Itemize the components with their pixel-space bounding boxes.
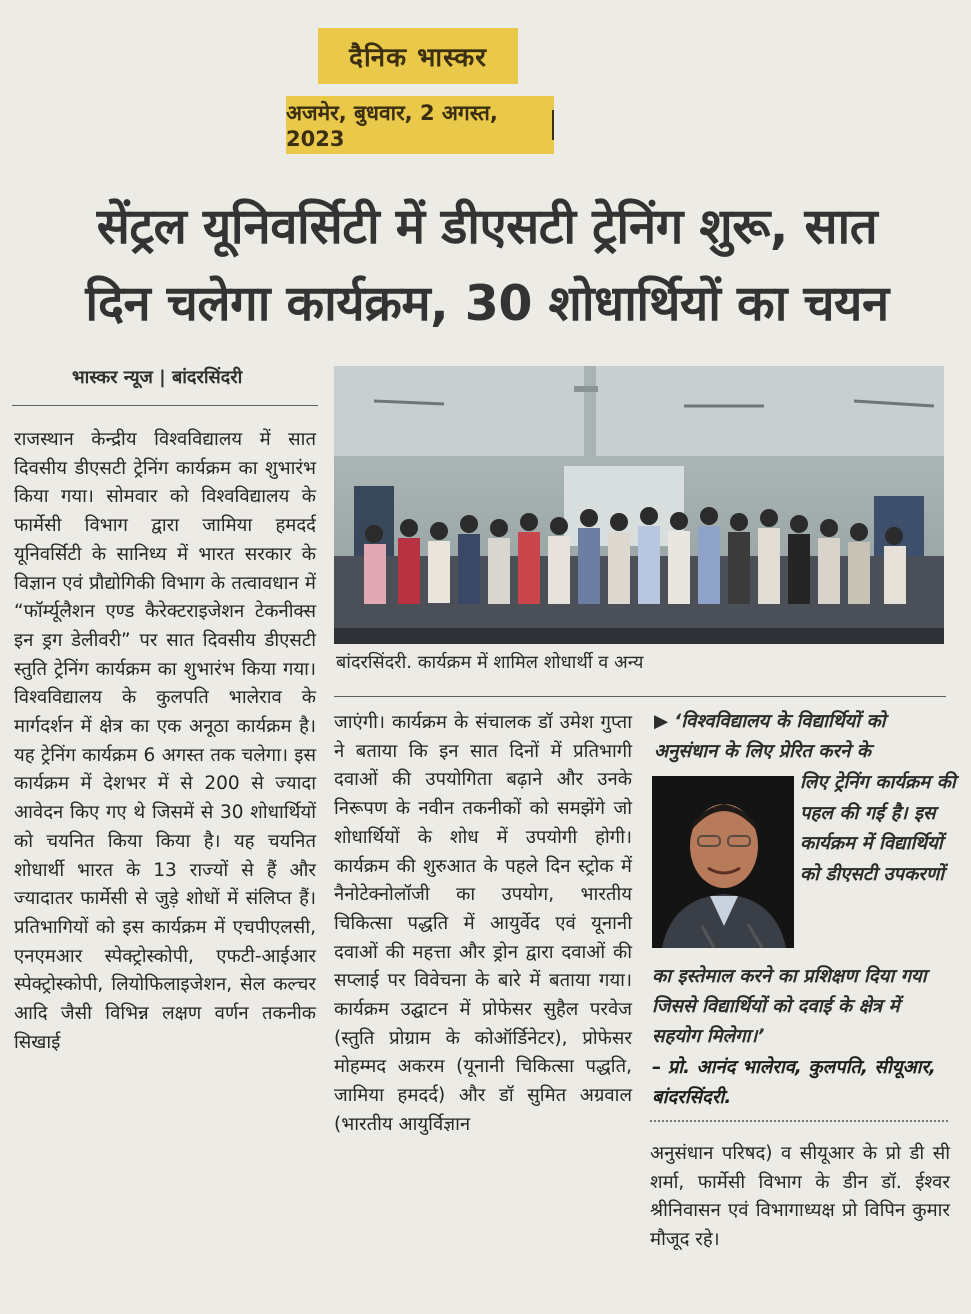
quote-divider [650,1120,948,1122]
newspaper-masthead [318,28,518,84]
portrait-image [652,776,794,948]
headline-line-1: सेंट्रल यूनिवर्सिटी में डीएसटी ट्रेनिंग शुरू, सात [96,198,878,255]
article-column-3 [650,1140,950,1255]
article-column-2 [334,709,632,1140]
headline-line-2: दिन चलेगा कार्यक्रम, 30 शोधार्थियों का चयन [85,275,889,332]
pull-quote-bottom: का इस्तेमाल करने का प्रशिक्षण दिया गया जिससे विद्यार्थियों को दवाई के क्षेत्र में सहयोग मिलेगा।’ [652,966,927,1047]
quote-marker-icon: ▶ [654,711,669,732]
pull-quote-top-text: ‘विश्वविद्यालय के विद्यार्थियों को अनुसंधान के लिए प्रेरित करने के [654,711,886,762]
article-column-1 [14,426,316,1057]
column-2-paragraph: जाएंगी। कार्यक्रम के संचालक डॉ उमेश गुप्ता ने बताया कि इन सात दिनों में प्रतिभागी दवाओं की उपयोगिता बढ़ाने और उनके निरूपण के नवीन तकनीकों को समझेंगे जो शोधार्थियों के शोध में उपयोगी होगी। कार्यक्रम की शुरुआत के पहले दिन स्ट्रोक में नैनोटेक्नोलॉजी का उपयोग, भारतीय चिकित्सा पद्धति में आयुर्वेद एवं यूनानी दवाओं की महत्ता और ड्रोन द्वारा दवाओं की सप्लाई पर विवेचना के बारे में बताया गया। कार्यक्रम उद्घाटन में प्रोफेसर सुहैल परवेज (स्तुति प्रोग्राम के कोऑर्डिनेटर), प्रोफेसर मोहम्मद अकरम (यूनानी चिकित्सा पद्धति, जामिया हमदर्द) और डॉ सुमित अग्रवाल (भारतीय आयुर्विज्ञान [334,712,632,1135]
group-photo-image [334,366,944,644]
byline: भास्कर न्यूज | बांदरसिंदरी [72,367,243,388]
column-3-paragraph: अनुसंधान परिषद) व सीयूआर के प्रो डी सी शर्मा, फार्मेसी विभाग के डीन डॉ. ईश्वर श्रीनिवासन एवं विभागाध्यक्ष प्रो विपिन कुमार मौजूद रहे। [650,1143,950,1251]
vice-chancellor-portrait [652,776,794,948]
column-1-paragraph: राजस्थान केन्द्रीय विश्वविद्यालय में सात दिवसीय डीएसटी ट्रेनिंग कार्यक्रम का शुभारंभ किया गया। सोमवार को विश्वविद्यालय के फार्मेसी विभाग द्वारा जामिया हमदर्द यूनिवर्सिटी के सानिध्य में भारत सरकार के विज्ञान एवं प्रौद्योगिकी विभाग के तत्वावधान में “फॉर्म्यूलैशन एण्ड कैरेक्टराइजेशन टेकनीक्स इन ड्रग डेलीवरी” पर सात दिवसीय डीएसटी स्तुति ट्रेनिंग कार्यक्रम का शुभारंभ किया गया। विश्वविद्यालय के कुलपति भालेराव के मार्गदर्शन में क्षेत्र का एक अनूठा कार्यक्रम है। यह ट्रेनिंग कार्यक्रम 6 अगस्त तक चलेगा। इस कार्यक्रम में देशभर में से 200 से ज्यादा आवेदन किए गए थे जिसमें से 30 शोधार्थियों को चयनित किया किया है। यह चयनित शोधार्थी भारत के 13 राज्यों से हैं और ज्यादातर फार्मेसी से जुड़े शोधों में संलिप्त हैं। प्रतिभागियों को इस कार्यक्रम में एचपीएलसी, एनएमआर स्पेक्ट्रोस्कोपी, एफटी-आईआर स्पेक्ट्रोस्कोपी, लियोफिलाइजेशन, सेल कल्चर आदि जैसी विभिन्न लक्षण वर्णन तकनीक सिखाई [14,429,316,1053]
dateline-box [286,96,554,154]
byline-rule [12,405,318,406]
photo-caption: बांदरसिंदरी. कार्यक्रम में शामिल शोधार्थी व अन्य [336,652,644,673]
caption-rule [334,696,946,697]
pull-quote-side: लिए ट्रेनिंग कार्यक्रम की पहल की गई है। इस कार्यक्रम में विद्यार्थियों को डीएसटी उपकरणों [800,772,956,885]
pull-quote-top [654,707,954,767]
dateline-text: अजमेर, बुधवार, 2 अगस्त, 2023 [286,101,498,151]
masthead-name: दैनिक भास्कर [349,43,487,73]
dateline-divider [552,110,554,140]
article-headline [12,188,962,342]
group-photo [334,366,944,644]
quote-attribution: – प्रो. आनंद भालेराव, कुलपति, सीयूआर, बांदरसिंदरी. [652,1057,936,1108]
